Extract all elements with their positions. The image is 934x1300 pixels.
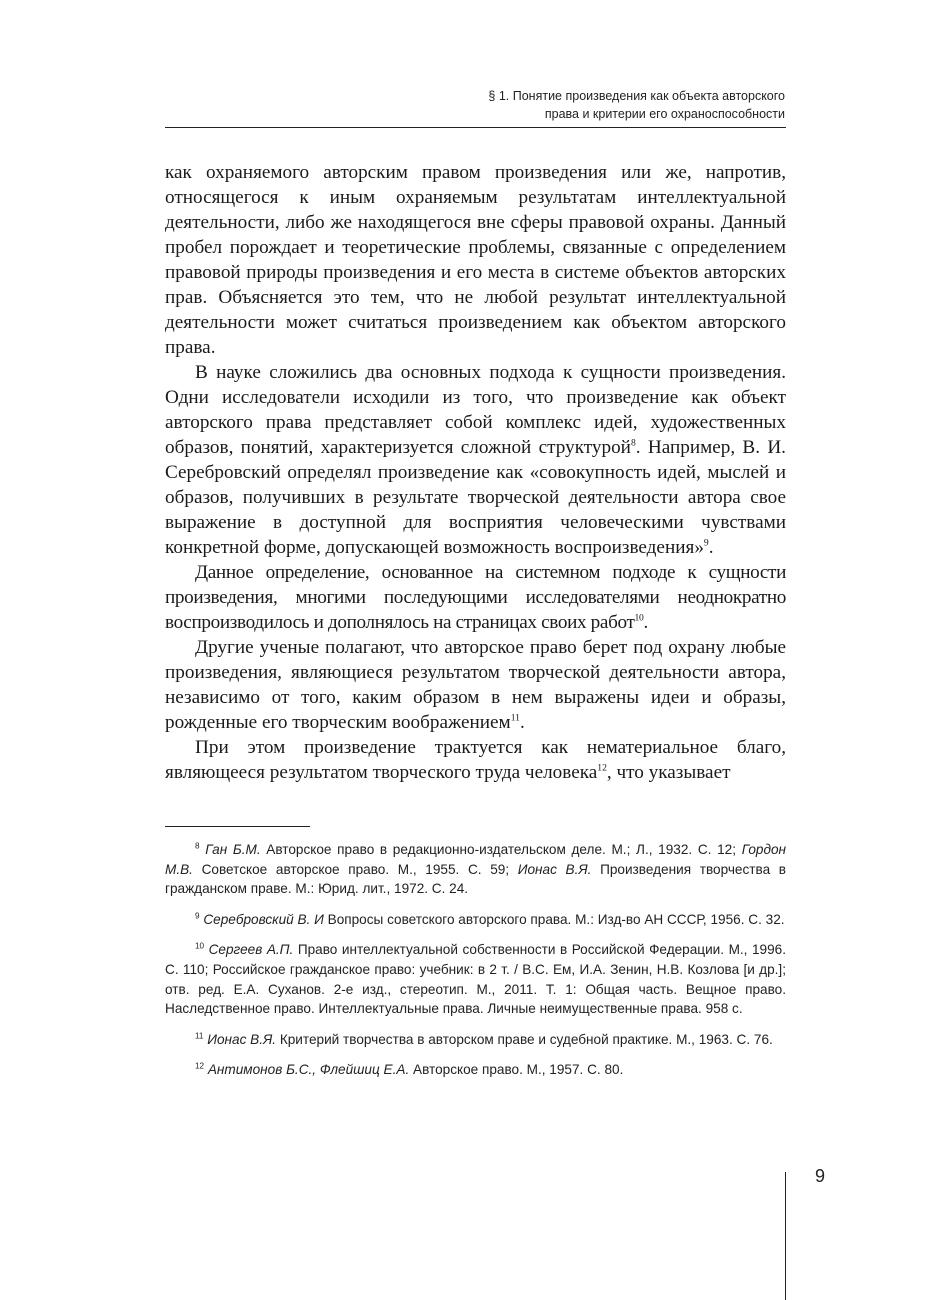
running-header-line-2: права и критерии его охраноспособности — [544, 107, 785, 121]
header-divider — [165, 127, 786, 128]
footnote-ref-11[interactable]: 11 — [510, 712, 520, 724]
footnote-number: 11 — [195, 1031, 204, 1041]
paragraph-4-text-a: Другие ученые полагают, что авторское право берет под охрану любые произведения, являющиеся результатом творческой деятельности автора, независимо от того, каким образом в нем выражены идеи и образы, рожденные его творческим воображением — [165, 637, 786, 733]
footnote-author: Ган Б.М. — [205, 842, 261, 857]
paragraph-4 — [165, 635, 786, 735]
footnotes — [165, 840, 786, 1091]
page-number-divider — [785, 1172, 786, 1300]
footnote-8 — [165, 840, 786, 899]
footnote-number: 12 — [195, 1061, 205, 1071]
footnote-ref-9[interactable]: 9 — [703, 537, 709, 549]
footnote-ref-8[interactable]: 8 — [630, 437, 636, 449]
paragraph-3 — [165, 560, 786, 635]
footnote-text: Авторское право в редакционно-издательском деле. М.; Л., 1932. С. 12; — [260, 842, 742, 857]
paragraph-4-text-b: . — [519, 712, 525, 733]
footnote-author: Гордон М.В. — [165, 842, 786, 877]
footnote-9 — [165, 910, 786, 930]
footnote-12 — [165, 1060, 786, 1080]
paragraph-5-text-b: , что указывает — [606, 762, 731, 783]
paragraph-5 — [165, 735, 786, 785]
footnote-11 — [165, 1030, 786, 1050]
footnote-author: Сергеев А.П. — [208, 942, 294, 958]
paragraph-2-text-b: . Например, В. И. Серебровский определял произведение как «совокупность идей, мыслей и образов, получивших в результате творческой деятельности автора свое выражение в доступной для восприятия человеческими чувствами конкретной форме, допускающей возможность воспроизведения» — [165, 437, 786, 558]
footnote-ref-12[interactable]: 12 — [597, 762, 607, 774]
footnote-text: Критерий творчества в авторском праве и судебной практике. М., 1963. С. 76. — [276, 1031, 773, 1047]
footnote-text: Советское авторское право. М., 1955. С. 59; — [192, 861, 518, 877]
paragraph-2-text-c: . — [708, 537, 714, 558]
paragraph-3-text-b: . — [643, 612, 648, 633]
paragraph-3-text-a: Данное определение, основанное на системном подходе к сущности произведения, многими последующими исследователями неоднократно воспроизводилось и дополнялось на страницах своих работ — [165, 562, 786, 633]
paragraph-1 — [165, 160, 786, 360]
paragraph-2-text-a: В науке сложились два основных подхода к сущности произведения. Одни исследователи исходили из того, что произведение как объект авторского права представляет собой комплекс идей, художественных образов, понятий, характеризуется сложной структурой — [165, 362, 786, 458]
footnote-text: Авторское право. М., 1957. С. 80. — [409, 1062, 624, 1078]
paragraph-5-text-a: При этом произведение трактуется как нематериальное благо, являющееся результатом творческого труда человека — [165, 737, 786, 783]
footnote-number: 8 — [195, 841, 200, 851]
running-header — [165, 87, 785, 123]
footnote-ref-10[interactable]: 10 — [634, 612, 644, 624]
footnote-author: Ионас В.Я. — [207, 1031, 277, 1047]
footnote-text: Вопросы советского авторского права. М.: Изд-во АН СССР, 1956. С. 32. — [323, 911, 785, 927]
footnote-text: Право интеллектуальной собственности в Российской Федерации. М., 1996. С. 110; Российское гражданское право: учебник: в 2 т. / В.С. Ем, И.А. Зенин, Н.В. Козлова [и др.]; отв. ред. Е.А. Суханов. 2-е изд., стереотип. М., 2011. Т. 1: Общая часть. Вещное право. Наследственное право. Интеллектуальные права. Личные неимущественные права. 958 с. — [165, 942, 786, 1017]
main-text — [165, 160, 786, 785]
footnote-text: Произведения творчества в гражданском праве. М.: Юрид. лит., 1972. С. 24. — [165, 861, 786, 897]
footnote-divider — [165, 826, 310, 827]
paragraph-2 — [165, 360, 786, 560]
footnote-number: 9 — [195, 911, 200, 921]
page-number: 9 — [815, 1166, 826, 1186]
paragraph-1-text: как охраняемого авторским правом произведения или же, напротив, относящегося к иным охраняемым результатам интеллектуальной деятельности, либо же находящегося вне сферы правовой охраны. Данный пробел порождает и теоретические проблемы, связанные с определением правовой природы произведения и его места в системе объектов авторских прав. Объясняется это тем, что не любой результат интеллектуальной деятельности может считаться произведением как объектом авторского права. — [165, 162, 786, 358]
footnote-author: Серебровский В. И — [203, 911, 324, 927]
footnote-author: Антимонов Б.С., Флейшиц Е.А. — [207, 1062, 410, 1078]
footnote-number: 10 — [195, 941, 205, 951]
running-header-line-1: § 1. Понятие произведения как объекта авторского — [488, 89, 785, 103]
footnote-10 — [165, 940, 786, 1018]
footnote-author: Ионас В.Я. — [517, 861, 592, 877]
